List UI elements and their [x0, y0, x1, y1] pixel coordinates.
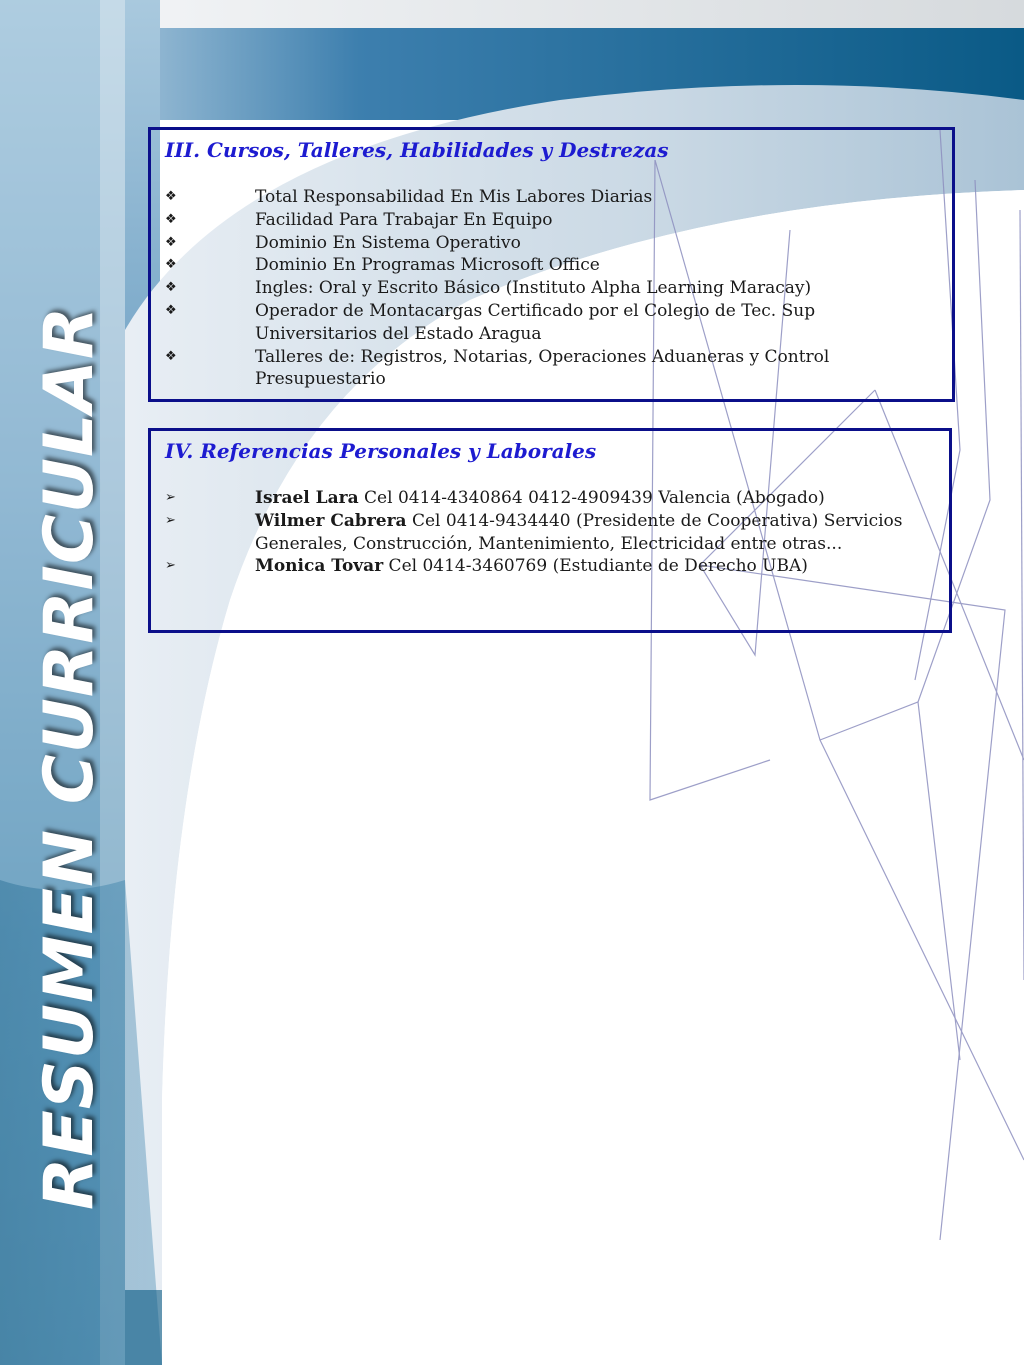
skills-list: [165, 186, 940, 391]
arrow-bullet-icon: ➢: [165, 490, 176, 505]
reference-detail: Cel 0414-4340864 0412-4909439 Valencia (Abogado): [358, 488, 825, 508]
diamond-bullet-icon: ❖: [165, 280, 177, 296]
list-item: [165, 209, 940, 232]
list-item: [165, 300, 940, 346]
reference-name: Monica Tovar: [255, 556, 384, 577]
list-item-text: Talleres de: Registros, Notarias, Operaciones Aduaneras y Control Presupuestario: [255, 346, 830, 390]
list-item-text: Dominio En Programas Microsoft Office: [255, 255, 600, 276]
arrow-bullet-icon: ➢: [165, 512, 176, 528]
diamond-bullet-icon: ❖: [165, 234, 177, 250]
reference-item: [165, 555, 937, 578]
section-referencias-box: [148, 428, 952, 633]
reference-detail: Cel 0414-3460769 (Estudiante de Derecho UBA): [383, 556, 808, 577]
reference-item: [165, 510, 937, 556]
diamond-bullet-icon: ❖: [165, 302, 177, 318]
resumen-curricular-vertical-title: RESUMEN CURRICULAR: [30, 305, 109, 1210]
section-cursos-talleres-box: [148, 127, 955, 402]
list-item: [165, 277, 940, 300]
references-list: [165, 487, 937, 578]
diamond-bullet-icon: ❖: [165, 257, 177, 273]
arrow-bullet-icon: ➢: [165, 558, 176, 574]
diamond-bullet-icon: ❖: [165, 348, 177, 364]
reference-detail: Cel 0414-9434440 (Presidente de Cooperativa) Servicios Generales, Construcción, Mantenimiento, Electricidad entre otras...: [255, 510, 903, 554]
list-item-text: Operador de Montacargas Certificado por el Colegio de Tec. Sup Universitarios del Estado Aragua: [255, 300, 816, 344]
section-3-title: III. Cursos, Talleres, Habilidades y Destrezas: [165, 138, 669, 162]
list-item-text: Total Responsabilidad En Mis Labores Diarias: [255, 187, 653, 207]
list-item: [165, 346, 940, 392]
section-4-title: IV. Referencias Personales y Laborales: [165, 439, 597, 463]
list-item: [165, 254, 940, 277]
reference-name: Wilmer Cabrera: [255, 510, 407, 531]
reference-name: Israel Lara: [255, 488, 359, 508]
list-item: [165, 232, 940, 255]
list-item-text: Facilidad Para Trabajar En Equipo: [255, 209, 553, 230]
diamond-bullet-icon: ❖: [165, 189, 177, 204]
reference-item: [165, 487, 937, 510]
list-item-text: Dominio En Sistema Operativo: [255, 232, 521, 253]
list-item: [165, 186, 940, 209]
list-item-text: Ingles: Oral y Escrito Básico (Instituto Alpha Learning Maracay): [255, 278, 812, 299]
diamond-bullet-icon: ❖: [165, 211, 177, 227]
